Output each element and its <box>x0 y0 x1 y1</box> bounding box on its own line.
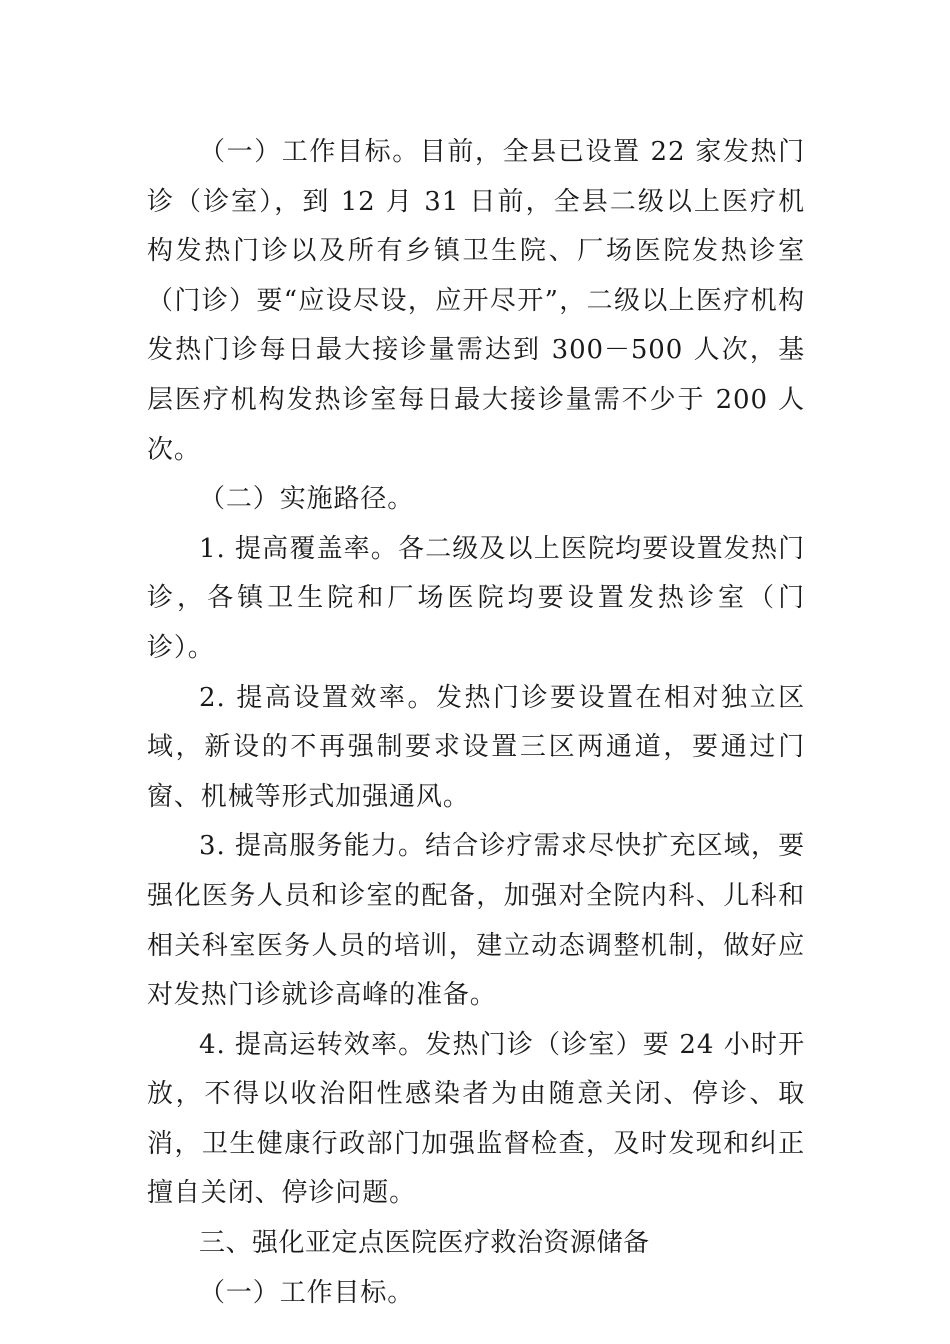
paragraph-setup-efficiency: 2. 提高设置效率。发热门诊要设置在相对独立区域，新设的不再强制要求设置三区两通道，要通过门窗、机械等形式加强通风。 <box>147 682 805 812</box>
paragraph-coverage: 1. 提高覆盖率。各二级及以上医院均要设置发热门诊，各镇卫生院和厂场医院均要设置发热诊室（门诊）。 <box>147 533 805 663</box>
paragraph-work-goal-2: （一）工作目标。 <box>199 1277 415 1308</box>
paragraph-work-goal: （一）工作目标。目前，全县已设置 22 家发热门诊（诊室），到 12 月 31 日前，全县二级以上医疗机构发热门诊以及所有乡镇卫生院、厂场医院发热诊室（门诊）要“应设尽设，应开尽开”，二级以上医疗机构发热门诊每日最大接诊量需达到 300－500 人次，基层医疗机构发热诊室每日最大接诊量需不少于 200 人次。 <box>147 137 805 465</box>
paragraph-implementation-path: （二）实施路径。 <box>199 484 415 515</box>
document-body <box>147 128 805 1318</box>
paragraph-service-capacity: 3. 提高服务能力。结合诊疗需求尽快扩充区域，要强化医务人员和诊室的配备，加强对全院内科、儿科和相关科室医务人员的培训，建立动态调整机制，做好应对发热门诊就诊高峰的准备。 <box>147 831 805 1011</box>
section-heading-three: 三、强化亚定点医院医疗救治资源储备 <box>199 1228 650 1259</box>
paragraph-operation-efficiency: 4. 提高运转效率。发热门诊（诊室）要 24 小时开放，不得以收治阳性感染者为由随意关闭、停诊、取消，卫生健康行政部门加强监督检查，及时发现和纠正擅自关闭、停诊问题。 <box>147 1029 805 1209</box>
